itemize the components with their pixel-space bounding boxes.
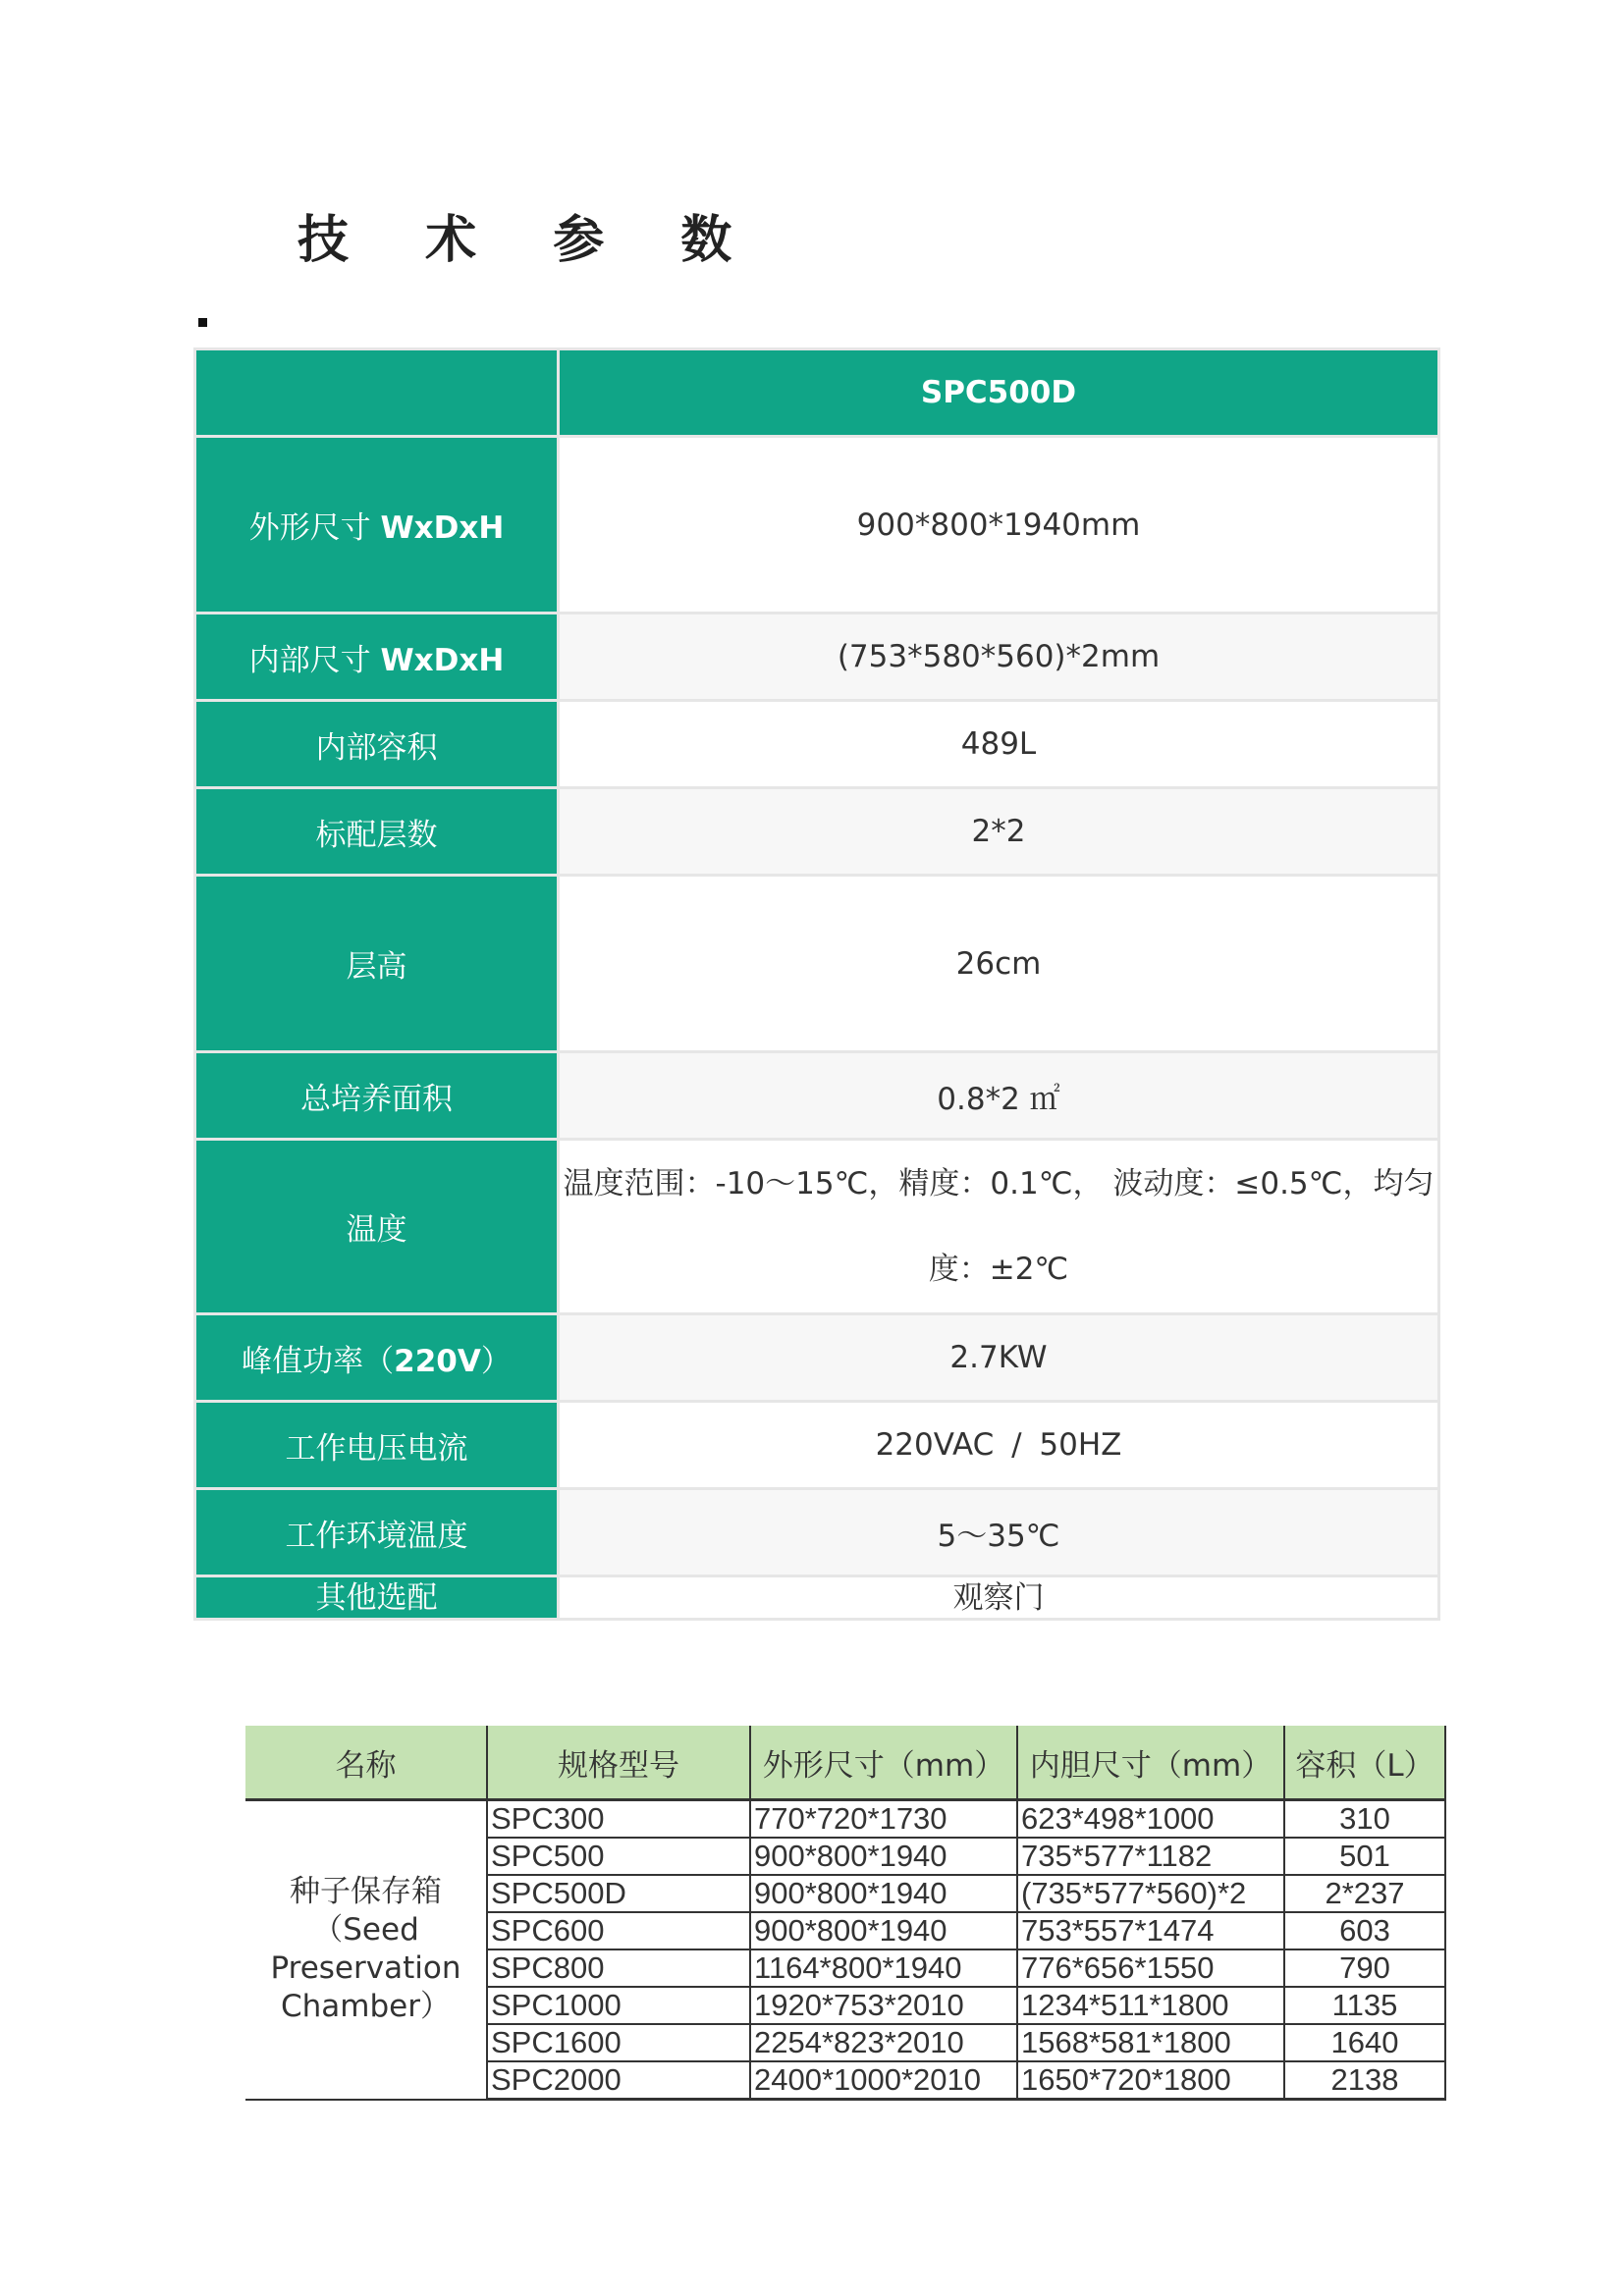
spec-value: 489L <box>559 701 1439 788</box>
spec-label-en: WxDxH <box>380 642 505 678</box>
spec-row <box>195 614 1439 701</box>
spec-row <box>195 437 1439 614</box>
spec-label-en: WxDxH <box>380 510 505 546</box>
outer-size-cell: 770*720*1730 <box>750 1800 1017 1839</box>
volume-cell: 501 <box>1284 1838 1445 1875</box>
spec-label: 内部容积 <box>195 701 559 788</box>
spec-row <box>195 701 1439 788</box>
spec-value: 观察门 <box>559 1576 1439 1620</box>
volume-cell: 1640 <box>1284 2024 1445 2061</box>
spec-value: 2.7KW <box>559 1314 1439 1402</box>
spec-header-row <box>195 349 1439 437</box>
header-name: 名称 <box>245 1726 487 1800</box>
spec-value <box>559 1140 1439 1314</box>
spec-label: 层高 <box>195 876 559 1052</box>
product-name-line: 种子保存箱 <box>290 1874 442 1910</box>
spec-table <box>193 347 1440 1621</box>
inner-size-cell: 623*498*1000 <box>1017 1800 1284 1839</box>
spec-value: 5～35℃ <box>559 1489 1439 1576</box>
outer-size-cell: 900*800*1940 <box>750 1875 1017 1912</box>
inner-size-cell: (735*577*560)*2 <box>1017 1875 1284 1912</box>
spec-value: 900*800*1940mm <box>559 437 1439 614</box>
inner-size-cell: 753*557*1474 <box>1017 1912 1284 1949</box>
model-cell: SPC500D <box>487 1875 750 1912</box>
model-cell: SPC600 <box>487 1912 750 1949</box>
table-row <box>245 1800 1445 1839</box>
model-table <box>245 1726 1446 2101</box>
spec-row <box>195 876 1439 1052</box>
bullet-marker <box>198 318 207 327</box>
volume-cell: 790 <box>1284 1949 1445 1987</box>
model-table-header <box>245 1726 1445 1800</box>
spec-label: 工作环境温度 <box>195 1489 559 1576</box>
spec-value: 26cm <box>559 876 1439 1052</box>
spec-row <box>195 1052 1439 1140</box>
outer-size-cell: 1164*800*1940 <box>750 1949 1017 1987</box>
model-cell: SPC2000 <box>487 2061 750 2100</box>
model-cell: SPC500 <box>487 1838 750 1875</box>
outer-size-cell: 2400*1000*2010 <box>750 2061 1017 2100</box>
spec-label <box>195 1314 559 1402</box>
spec-value: 220VAC / 50HZ <box>559 1402 1439 1489</box>
spec-row <box>195 1489 1439 1576</box>
spec-header-empty <box>195 349 559 437</box>
product-name-line: Chamber） <box>281 1989 451 2025</box>
header-volume: 容积（L） <box>1284 1726 1445 1800</box>
inner-size-cell: 1568*581*1800 <box>1017 2024 1284 2061</box>
spec-row <box>195 788 1439 876</box>
spec-row <box>195 1402 1439 1489</box>
spec-value-line: 温度范围：-10～15℃，精度：0.1℃， 波动度：≤0.5℃，均匀 <box>563 1165 1435 1201</box>
spec-value: 2*2 <box>559 788 1439 876</box>
header-model: 规格型号 <box>487 1726 750 1800</box>
spec-value: 0.8*2 ㎡ <box>559 1052 1439 1140</box>
header-inner-size: 内胆尺寸（mm） <box>1017 1726 1284 1800</box>
spec-label: 标配层数 <box>195 788 559 876</box>
spec-label <box>195 437 559 614</box>
model-cell: SPC300 <box>487 1800 750 1839</box>
header-outer-size: 外形尺寸（mm） <box>750 1726 1017 1800</box>
volume-cell: 603 <box>1284 1912 1445 1949</box>
spec-model-name: SPC500D <box>559 349 1439 437</box>
spec-value: (753*580*560)*2mm <box>559 614 1439 701</box>
outer-size-cell: 1920*753*2010 <box>750 1987 1017 2024</box>
spec-label-en: 220V <box>394 1343 481 1379</box>
spec-label: 温度 <box>195 1140 559 1314</box>
volume-cell: 310 <box>1284 1800 1445 1839</box>
model-cell: SPC800 <box>487 1949 750 1987</box>
spec-label-cn: 外形尺寸 <box>248 510 381 546</box>
outer-size-cell: 900*800*1940 <box>750 1838 1017 1875</box>
inner-size-cell: 735*577*1182 <box>1017 1838 1284 1875</box>
spec-label: 工作电压电流 <box>195 1402 559 1489</box>
inner-size-cell: 1650*720*1800 <box>1017 2061 1284 2100</box>
product-name-cell <box>245 1800 487 2100</box>
model-cell: SPC1000 <box>487 1987 750 2024</box>
inner-size-cell: 776*656*1550 <box>1017 1949 1284 1987</box>
outer-size-cell: 2254*823*2010 <box>750 2024 1017 2061</box>
product-name-line: （Seed <box>312 1912 419 1949</box>
inner-size-cell: 1234*511*1800 <box>1017 1987 1284 2024</box>
spec-label-suffix: ） <box>480 1343 512 1379</box>
model-cell: SPC1600 <box>487 2024 750 2061</box>
spec-row <box>195 1576 1439 1620</box>
page-title: 技 术 参 数 <box>298 210 762 270</box>
spec-value-line: 度：±2℃ <box>928 1251 1069 1287</box>
volume-cell: 1135 <box>1284 1987 1445 2024</box>
spec-label-cn: 内部尺寸 <box>248 642 381 678</box>
outer-size-cell: 900*800*1940 <box>750 1912 1017 1949</box>
spec-label: 总培养面积 <box>195 1052 559 1140</box>
product-name-line: Preservation <box>270 1950 461 1987</box>
spec-row <box>195 1314 1439 1402</box>
volume-cell: 2138 <box>1284 2061 1445 2100</box>
volume-cell: 2*237 <box>1284 1875 1445 1912</box>
spec-label: 其他选配 <box>195 1576 559 1620</box>
spec-label-cn: 峰值功率（ <box>242 1343 395 1379</box>
spec-label <box>195 614 559 701</box>
spec-row <box>195 1140 1439 1314</box>
